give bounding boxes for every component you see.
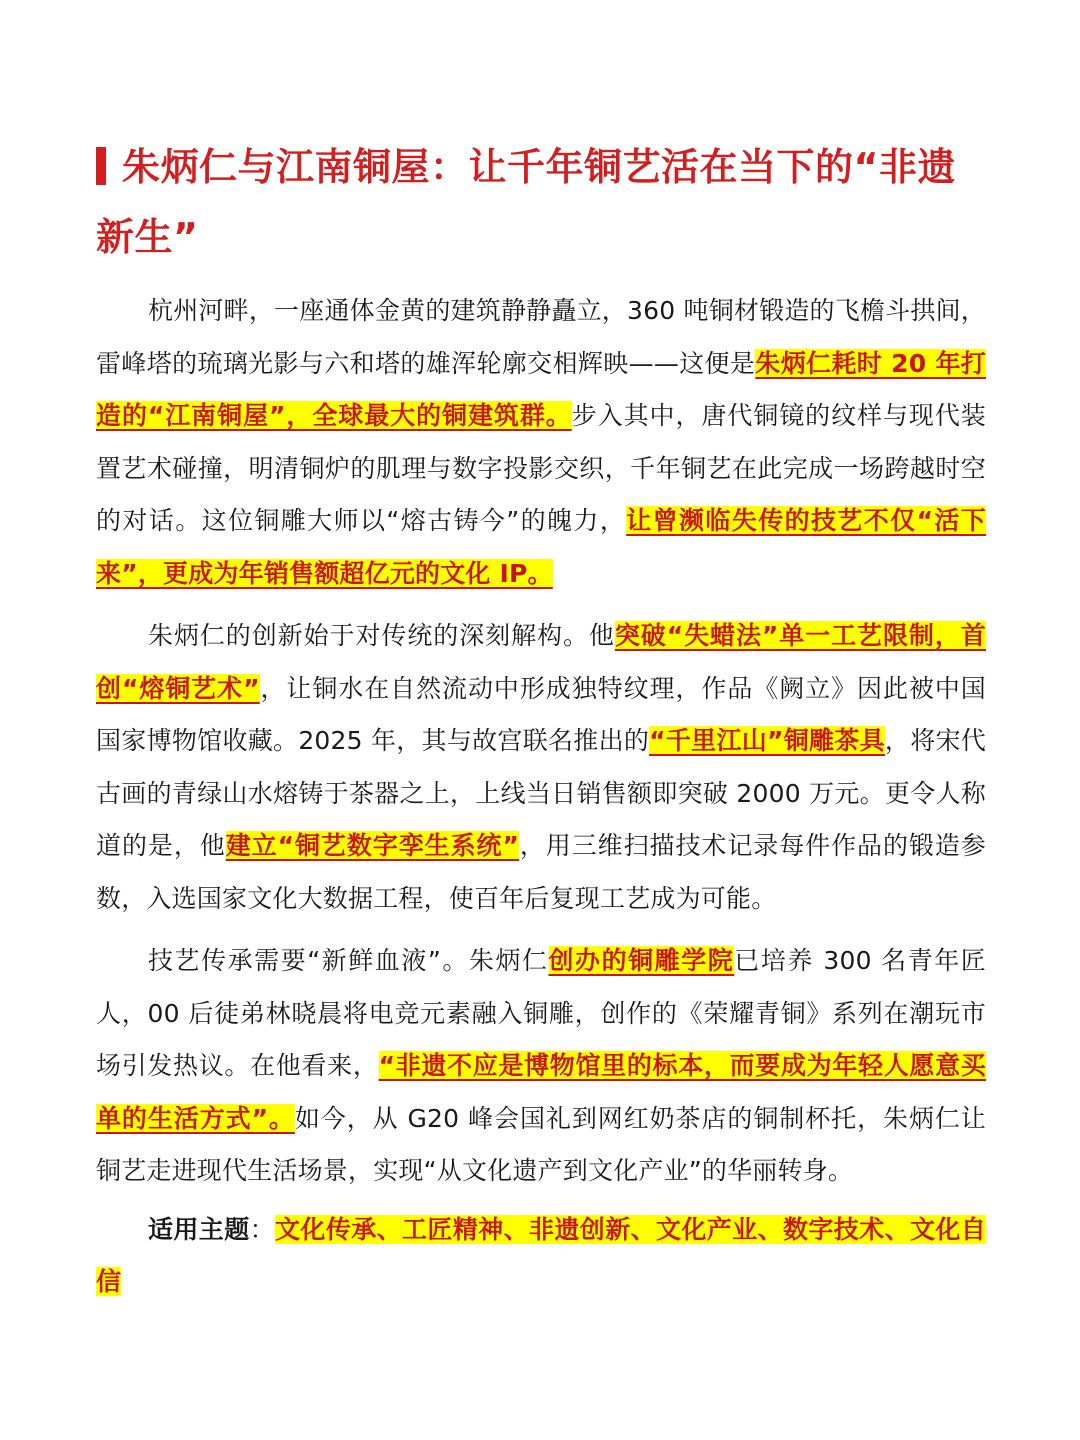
p1-highlight-2: 让曾濒临失传的技艺不仅“活下来”，更成为年销售额超亿元的文化 IP。: [96, 506, 986, 588]
title-text: 朱炳仁与江南铜屋：让千年铜艺活在当下的“非遗新生”: [96, 145, 956, 259]
title-accent-bar: [96, 147, 106, 185]
p3-text-1: 技艺传承需要“新鲜血液”。朱炳仁: [148, 946, 549, 975]
p3-text-3: 如今，从 G20 峰会国礼到网红奶茶店的铜制杯托，朱炳仁让铜艺走进现代生活场景，实现“从文化遗产到文化产业”的华丽转身。: [96, 1103, 986, 1185]
p2-text-1: 朱炳仁的创新始于对传统的深刻解构。他: [148, 621, 615, 650]
themes-label: 适用主题: [148, 1214, 250, 1244]
themes-separator: ：: [249, 1214, 276, 1244]
p2-text-2: ，让铜水在自然流动中形成独特纹理，作品《阙立》因此被中国国家博物馆收藏。2025 年，其与故宫联名推出的: [96, 673, 986, 755]
p1-text-1: 杭州河畔，一座通体金黄的建筑静静矗立，360 吨铜材锻造的飞檐斗拱间，雷峰塔的琉璃光影与六和塔的雄浑轮廓交相辉映——这便是: [96, 296, 986, 378]
themes-line: [96, 1204, 986, 1309]
p3-text-2: 已培养 300 名青年匠人，00 后徒弟林晓晨将电竞元素融入铜雕，创作的《荣耀青铜》系列在潮玩市场引发热议。在他看来，: [96, 946, 986, 1080]
p2-highlight-1: 突破“失蜡法”单一工艺限制，首创“熔铜艺术”: [96, 621, 986, 703]
themes-value: 文化传承、工匠精神、非遗创新、文化产业、数字技术、文化自信: [96, 1214, 986, 1296]
p1-text-2: 步入其中，唐代铜镜的纹样与现代装置艺术碰撞，明清铜炉的肌理与数字投影交织，千年铜艺在此完成一场跨越时空的对话。这位铜雕大师以“熔古铸今”的魄力，: [96, 401, 987, 535]
p2-text-3: ，将宋代古画的青绿山水熔铸于茶器之上，上线当日销售额即突破 2000 万元。更令人称道的是，他: [96, 726, 986, 860]
p2-text-4: ，用三维扫描技术记录每件作品的锻造参数，入选国家文化大数据工程，使百年后复现工艺成为可能。: [96, 831, 986, 913]
p3-highlight-1: 创办的铜雕学院: [548, 946, 735, 975]
p2-highlight-2: “千里江山”铜雕茶具: [649, 726, 885, 755]
paragraph-1: [96, 285, 986, 600]
article: [96, 132, 986, 1309]
p1-highlight-1: 朱炳仁耗时 20 年打造的“江南铜屋”，全球最大的铜建筑群。: [96, 348, 987, 430]
paragraph-3: [96, 935, 986, 1198]
paragraph-2: [96, 610, 986, 925]
p2-highlight-3: 建立“铜艺数字孪生系统”: [225, 831, 520, 860]
p3-highlight-2: “非遗不应是博物馆里的标本，而要成为年轻人愿意买单的生活方式”。: [96, 1051, 986, 1133]
article-title: [96, 132, 986, 272]
